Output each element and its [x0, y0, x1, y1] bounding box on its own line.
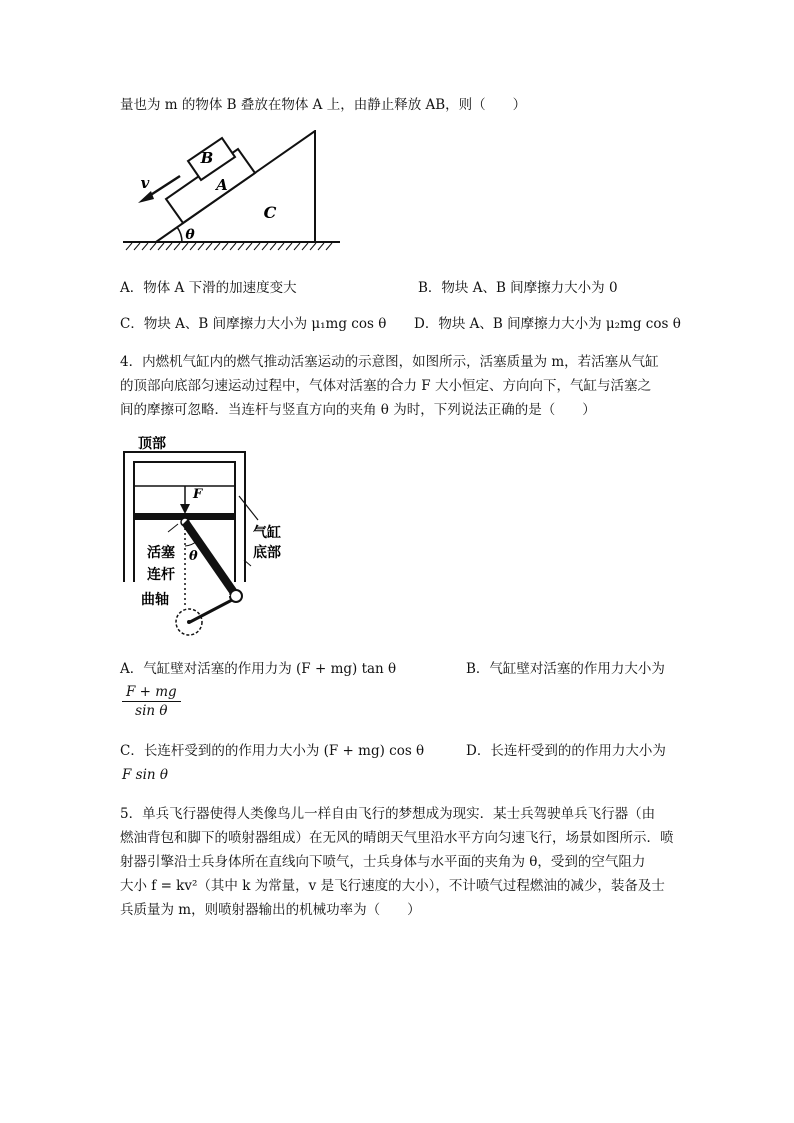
- label-f: F: [193, 487, 203, 502]
- label-b: B: [200, 149, 214, 167]
- q3-intro: 量也为 m 的物体 B 叠放在物体 A 上，由静止释放 AB，则（ ）: [120, 97, 527, 113]
- q4-option-d-value: F sin θ: [122, 767, 169, 783]
- label-c: C: [263, 203, 277, 222]
- q4-option-b: B．气缸壁对活塞的作用力大小为: [466, 661, 665, 677]
- q5-line-1: 5．单兵飞行器使得人类像鸟儿一样自由飞行的梦想成为现实．某士兵驾驶单兵飞行器（由: [120, 806, 656, 822]
- fraction-numerator: F + mg: [122, 684, 181, 702]
- q5-line-2: 燃油背包和脚下的喷射器组成）在无风的晴朗天气里沿水平方向匀速飞行，场景如图所示．喷: [120, 830, 674, 846]
- label-cylinder-2: 底部: [253, 545, 281, 561]
- crank-arm: [190, 600, 232, 622]
- engine-figure: [118, 436, 298, 642]
- label-theta: θ: [185, 227, 195, 243]
- q4-line-1: 4．内燃机气缸内的燃气推动活塞运动的示意图，如图所示，活塞质量为 m，若活塞从气缸: [120, 354, 659, 370]
- q3-option-b: B．物块 A、B 间摩擦力大小为 0: [418, 280, 618, 296]
- q5-line-3: 射器引擎沿士兵身体所在直线向下喷气，士兵身体与水平面的夹角为 θ，受到的空气阻力: [120, 854, 646, 870]
- fraction-denominator: sin θ: [135, 703, 168, 719]
- q4-option-d: D．长连杆受到的的作用力大小为: [466, 743, 666, 759]
- incline-figure: [118, 130, 348, 252]
- label-rod: 连杆: [147, 567, 175, 583]
- label-top: 顶部: [138, 436, 166, 452]
- q4-option-c: C．长连杆受到的的作用力大小为 (F + mg) cos θ: [120, 743, 425, 759]
- q4-option-b-fraction: [122, 684, 181, 719]
- q5-line-4: 大小 f = kv²（其中 k 为常量，v 是飞行速度的大小），不计喷气过程燃油的减少，装备及士: [120, 878, 665, 894]
- label-piston: 活塞: [147, 545, 175, 561]
- label-a: A: [216, 176, 228, 194]
- label-cylinder-1: 气缸: [253, 525, 281, 541]
- label-v: v: [140, 174, 150, 192]
- q3-option-d: D．物块 A、B 间摩擦力大小为 μ₂mg cos θ: [414, 316, 681, 332]
- q3-option-c: C．物块 A、B 间摩擦力大小为 μ₁mg cos θ: [120, 316, 387, 332]
- label-theta-engine: θ: [189, 549, 198, 564]
- q5-line-5: 兵质量为 m，则喷射器输出的机械功率为（ ）: [120, 902, 421, 918]
- q4-line-2: 的顶部向底部匀速运动过程中，气体对活塞的合力 F 大小恒定、方向向下，气缸与活塞之: [120, 378, 651, 394]
- q4-line-3: 间的摩擦可忽略．当连杆与竖直方向的夹角 θ 为时，下列说法正确的是（ ）: [120, 402, 596, 418]
- label-crank: 曲轴: [141, 592, 169, 608]
- q4-option-a: A．气缸壁对活塞的作用力为 (F + mg) tan θ: [120, 661, 397, 677]
- q3-option-a: A．物体 A 下滑的加速度变大: [120, 280, 297, 296]
